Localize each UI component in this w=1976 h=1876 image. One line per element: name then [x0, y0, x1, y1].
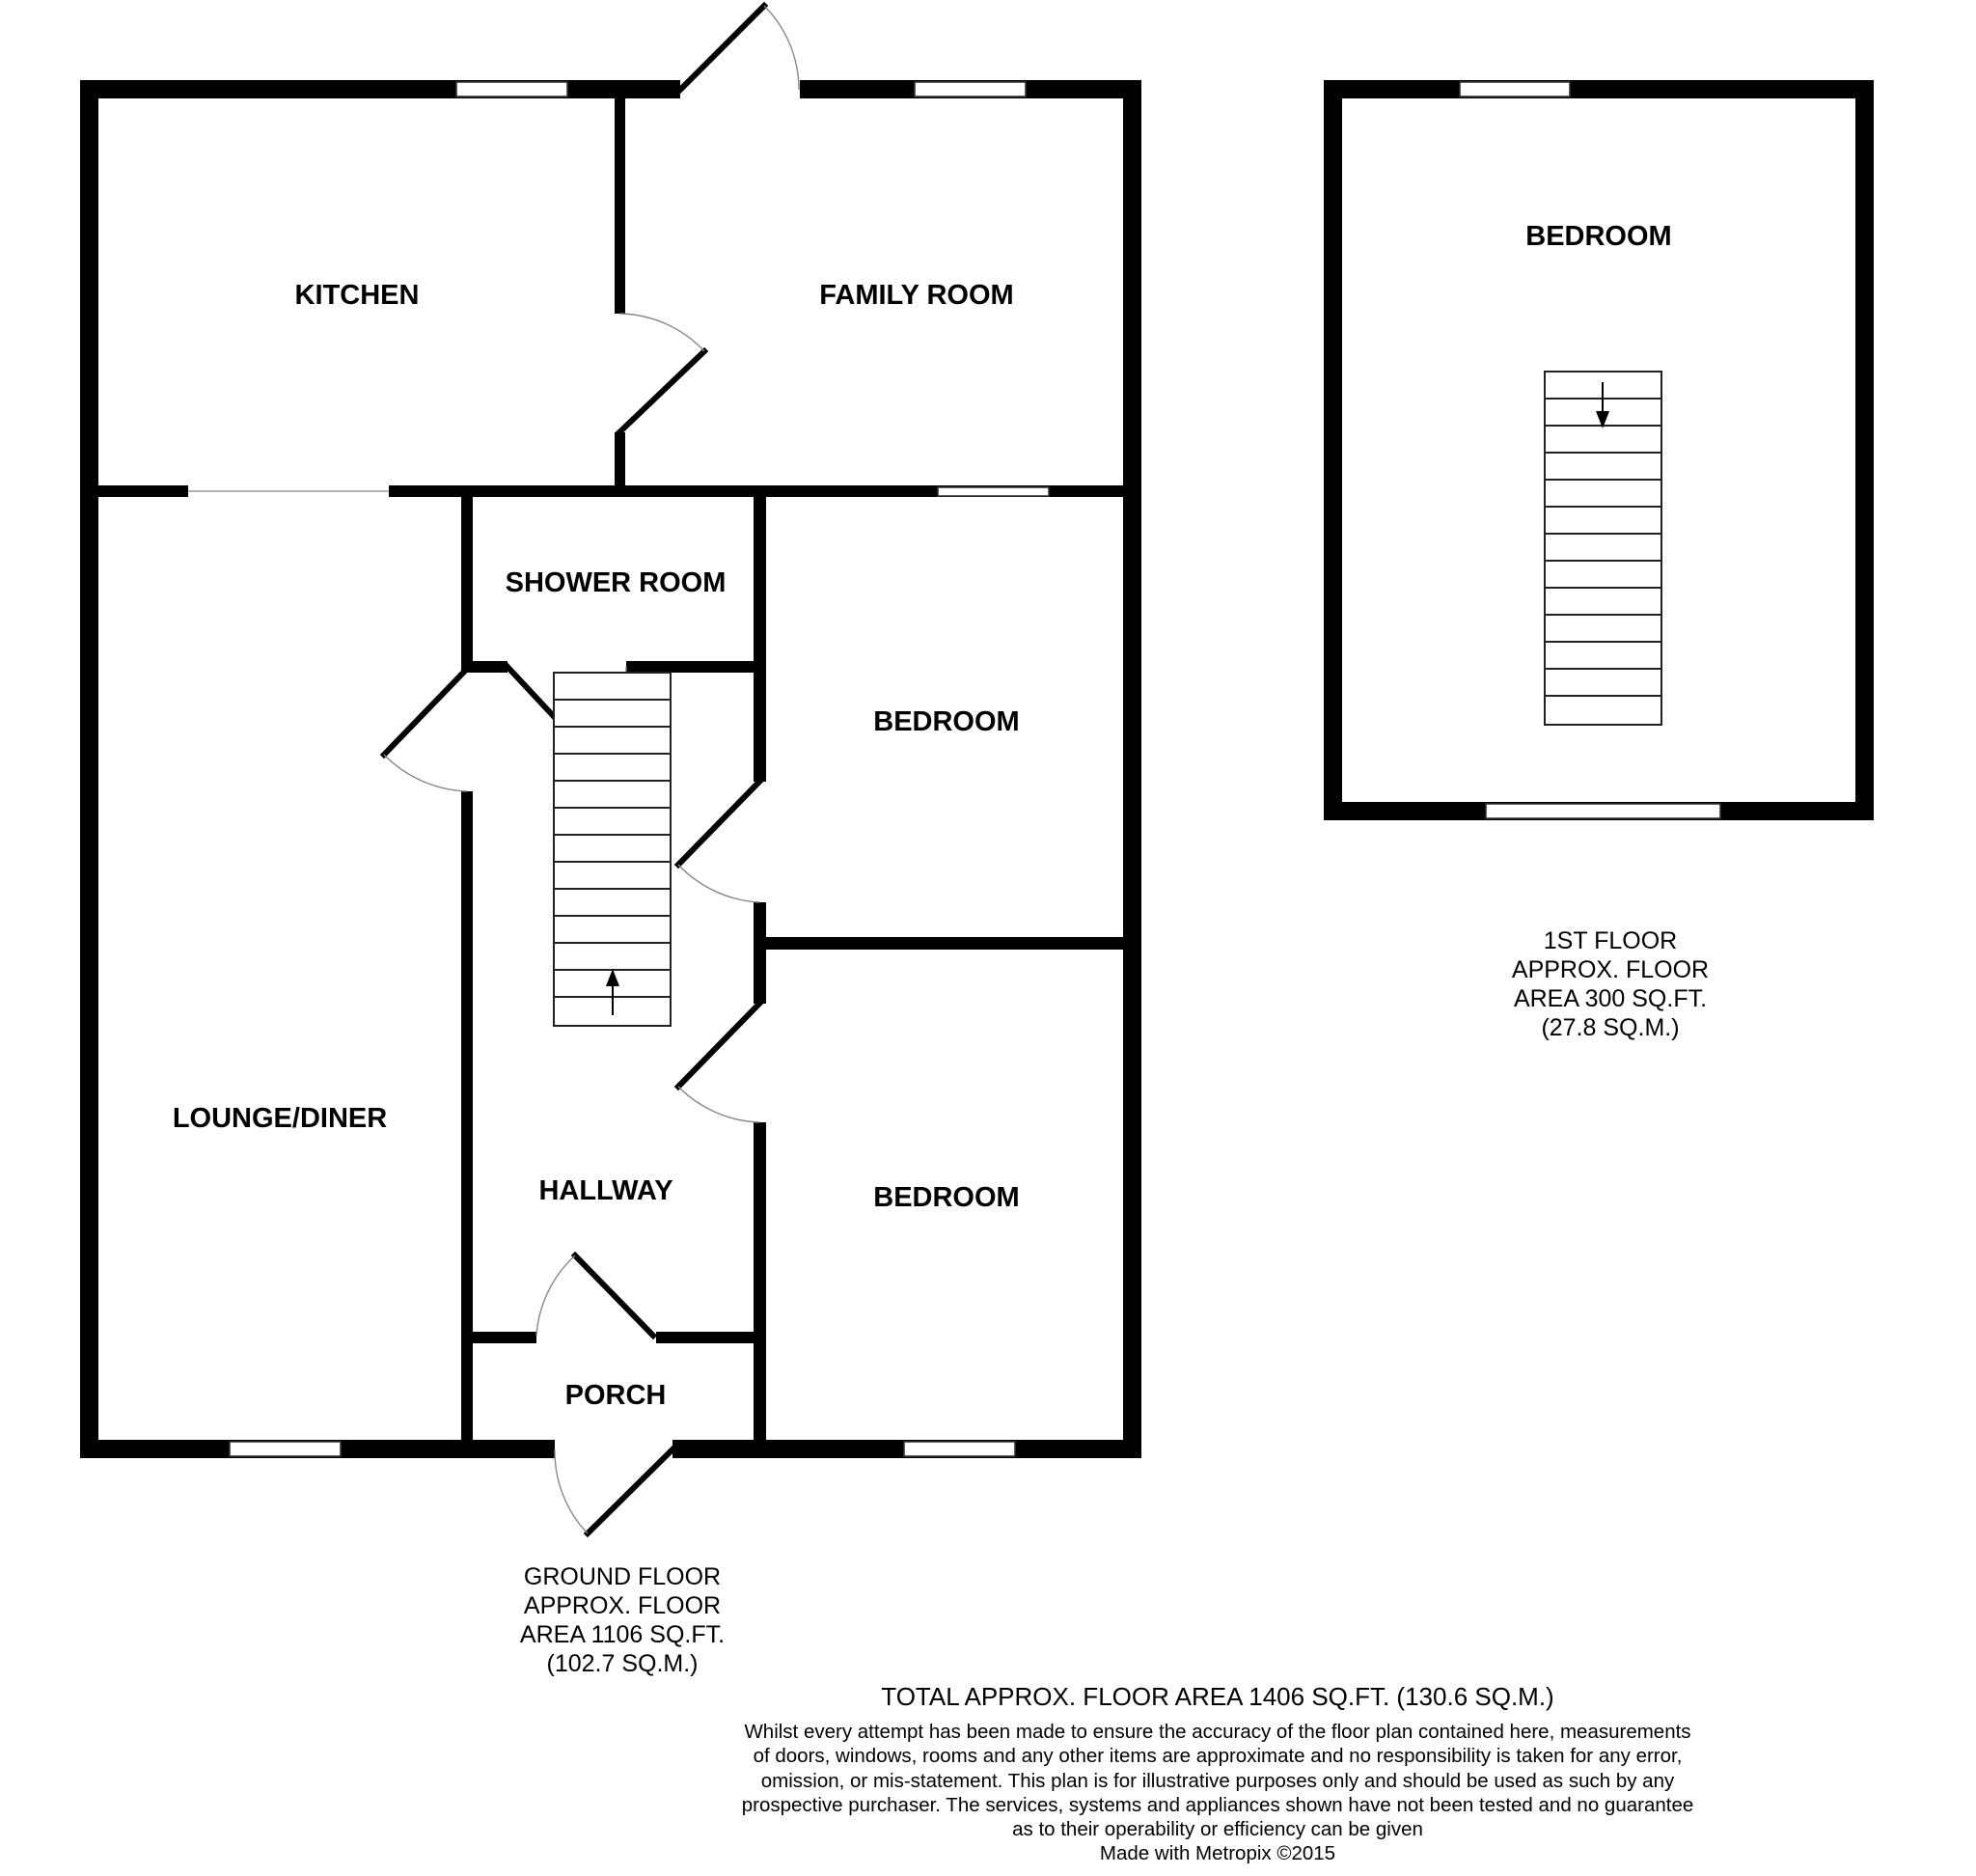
- window: [456, 82, 567, 97]
- ground-floor-area-caption: [520, 1563, 725, 1677]
- window: [230, 1442, 341, 1456]
- disclaimer-line: of doors, windows, rooms and any other items are approximate and no responsibility is taken for any error,: [753, 1745, 1683, 1767]
- floor-area-line: AREA 300 SQ.FT.: [1513, 985, 1708, 1012]
- wall: [754, 902, 766, 1004]
- ground-floor: [80, 6, 1141, 1677]
- disclaimer-line: Whilst every attempt has been made to ensure the accuracy of the floor plan contained here, measurements: [744, 1721, 1691, 1743]
- first-floor-area-caption: [1512, 927, 1709, 1041]
- external-door[interactable]: [680, 6, 799, 90]
- door[interactable]: [678, 1004, 759, 1122]
- disclaimer-line: prospective purchaser. The services, systems and appliances shown have not been tested and no guarantee: [741, 1794, 1694, 1816]
- floor-area-line: AREA 1106 SQ.FT.: [519, 1621, 726, 1648]
- floor-area-line: APPROX. FLOOR: [523, 1592, 722, 1619]
- wall: [754, 1122, 766, 1449]
- room-label-shower-room: SHOWER ROOM: [505, 567, 727, 598]
- wall: [1855, 80, 1874, 820]
- wall: [80, 80, 98, 1458]
- floor-area-line: (27.8 SQ.M.): [1541, 1014, 1680, 1041]
- total-floor-area: TOTAL APPROX. FLOOR AREA 1406 SQ.FT. (130.6 SQ.M.): [881, 1682, 1554, 1711]
- door[interactable]: [678, 782, 759, 902]
- room-label-bedroom: BEDROOM: [873, 1182, 1020, 1213]
- disclaimer-line: omission, or mis-statement. This plan is for illustrative purposes only and should be used as such by any: [760, 1770, 1675, 1792]
- door[interactable]: [536, 1255, 653, 1336]
- staircase: [554, 673, 671, 1026]
- wall: [615, 90, 625, 314]
- first-floor: [1324, 80, 1874, 1041]
- wall: [626, 661, 759, 673]
- wall: [1324, 80, 1874, 98]
- wall: [1123, 80, 1141, 1458]
- room-label-bedroom: BEDROOM: [873, 706, 1020, 737]
- floor-area-line: (102.7 SQ.M.): [546, 1650, 699, 1677]
- wall: [754, 492, 766, 782]
- disclaimer-line: as to their operability or efficiency can be given: [1012, 1818, 1423, 1840]
- wall: [461, 1332, 536, 1343]
- window: [1460, 82, 1570, 97]
- credit-line: Made with Metropix ©2015: [1099, 1842, 1336, 1864]
- wall: [759, 937, 1141, 950]
- wall: [461, 492, 473, 669]
- room-label-porch: PORCH: [564, 1380, 667, 1411]
- door[interactable]: [384, 669, 467, 791]
- wall: [1324, 80, 1342, 820]
- wall: [80, 80, 680, 98]
- external-door[interactable]: [555, 1449, 672, 1533]
- wall: [656, 1332, 759, 1343]
- window: [904, 1442, 1015, 1456]
- room-label-family-room: FAMILY ROOM: [819, 280, 1014, 311]
- footer: [742, 1682, 1694, 1864]
- wall: [461, 791, 473, 1449]
- wall: [80, 485, 188, 497]
- room-label-hallway: HALLWAY: [538, 1175, 673, 1206]
- room-label-bedroom: BEDROOM: [1525, 221, 1672, 252]
- floor-area-line: APPROX. FLOOR: [1511, 956, 1710, 983]
- staircase: [1545, 372, 1661, 725]
- window: [1486, 804, 1720, 818]
- floor-area-line: 1ST FLOOR: [1543, 927, 1678, 954]
- floor-area-line: GROUND FLOOR: [523, 1563, 722, 1590]
- window: [915, 82, 1026, 97]
- wall: [615, 432, 625, 492]
- room-label-lounge-diner: LOUNGE/DINER: [172, 1103, 388, 1134]
- window: [938, 487, 1049, 496]
- room-label-kitchen: KITCHEN: [294, 280, 420, 311]
- door[interactable]: [619, 314, 704, 432]
